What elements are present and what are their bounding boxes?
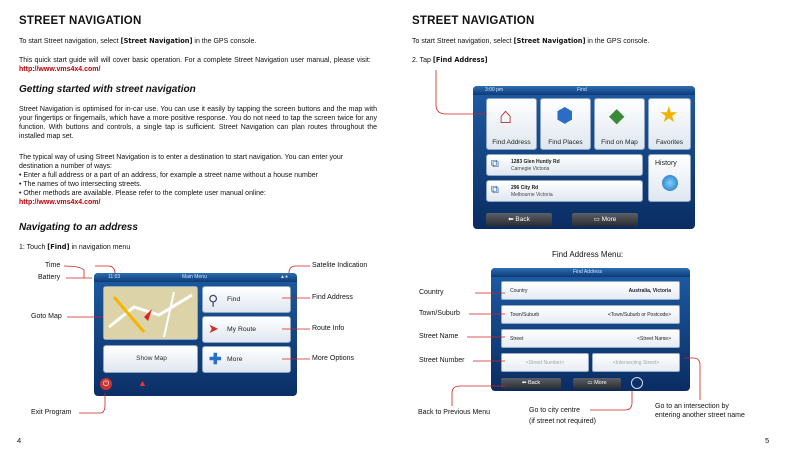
magnifier-icon: ⚲	[208, 292, 219, 308]
callout-intersection-2: entering another street name	[655, 412, 745, 419]
warning-icon[interactable]: ▲	[138, 378, 147, 388]
step-1-instruction: 1: Touch [Find] in navigation menu	[19, 243, 131, 251]
recent-icon: ⧉	[491, 158, 499, 170]
back-arrow-icon: ⬅	[508, 216, 516, 223]
callout-back-previous: Back to Previous Menu	[418, 409, 490, 416]
route-icon: ➤	[208, 321, 219, 336]
find-address-menu-caption: Find Address Menu:	[552, 250, 624, 259]
more-button[interactable]: ▭ More	[572, 213, 638, 226]
callout-street-number: Street Number	[419, 357, 465, 364]
tile-find-address[interactable]: ⌂ Find Address	[486, 98, 537, 150]
callout-route-info: Route Info	[312, 325, 345, 332]
callout-city-centre-1: Go to city centre	[529, 407, 580, 414]
plus-icon: ✚	[209, 351, 222, 368]
manual-link[interactable]: http://www.vms4x4.com/	[19, 199, 101, 206]
clock-text: 11:03	[108, 274, 121, 280]
callout-line-city	[590, 390, 632, 410]
left-intro: To start Street navigation, select [Street Navigation] in the GPS console.	[19, 37, 257, 45]
star-icon: ★	[659, 102, 679, 127]
show-map-label: Show Map	[136, 355, 167, 362]
country-field[interactable]: Country Australia, Victoria	[501, 281, 680, 300]
town-field[interactable]: Town/Suburb <Town/Suburb or Postcode>	[501, 305, 680, 324]
callout-town: Town/Suburb	[419, 310, 460, 317]
callout-more-options: More Options	[312, 355, 355, 362]
step-2-instruction: 2. Tap [Find Address]	[412, 56, 488, 64]
callout-line-back	[452, 386, 505, 406]
callout-satellite: Satelite Indication	[312, 262, 368, 269]
satellite-icon: ▲●	[280, 274, 288, 280]
tile-favorites[interactable]: ★ Favorites	[648, 98, 691, 150]
page-number-left: 4	[17, 436, 22, 445]
callout-exit-program: Exit Program	[31, 409, 72, 416]
more-icon: ▭	[593, 216, 602, 223]
map-pin-icon: ◆	[609, 105, 625, 127]
back-arrow-icon: ⬅	[521, 380, 528, 386]
back-button[interactable]: ⬅ Back	[486, 213, 552, 226]
screen-title: Find	[577, 87, 587, 93]
intersecting-street-field[interactable]: <Intersecting Street>	[592, 353, 680, 372]
bullet-item: • Enter a full address or a part of an address, for example a street name without a house number	[19, 172, 318, 179]
bullet-item: • The names of two intersecting streets.	[19, 181, 142, 188]
callout-line-time	[64, 266, 84, 278]
callout-line-exit	[79, 393, 105, 413]
history-label: History	[655, 160, 677, 167]
callout-intersection-1: Go to an intersection by	[655, 403, 729, 410]
callout-city-centre-2: (if street not required)	[529, 418, 596, 425]
quick-start-text: This quick start guide will will cover basic operation. For a complete Street Navigation user manual, please visit: http://www.vms4x4.com/	[19, 57, 371, 73]
callout-line-step2	[436, 70, 487, 114]
clock-text: 3:00 pm	[485, 87, 504, 93]
destination-paragraph: The typical way of using Street Navigation is to enter a destination to start navigation. You can enter your destination a number of ways:	[19, 154, 344, 170]
house-icon: ⌂	[499, 103, 513, 128]
left-page-title: STREET NAVIGATION	[19, 15, 142, 27]
section-heading-getting-started: Getting started with street navigation	[19, 84, 196, 95]
callout-street-name: Street Name	[419, 333, 459, 340]
screen-title: Find Address	[573, 269, 603, 275]
more-icon: ▭	[587, 380, 595, 386]
power-icon[interactable]: ⏻	[100, 378, 112, 390]
right-intro: To start Street navigation, select [Street Navigation] in the GPS console.	[412, 37, 650, 45]
back-button[interactable]: ⬅ Back	[501, 378, 561, 389]
right-page-title: STREET NAVIGATION	[412, 15, 535, 27]
callout-time: Time	[45, 262, 61, 269]
callout-line-time-hook	[95, 266, 115, 274]
find-label: Find	[227, 296, 241, 303]
page-number-right: 5	[765, 436, 770, 445]
callout-line-intersection	[684, 358, 700, 400]
recent-item[interactable]: ⧉ 296 City Rd Melbourne Victoria	[486, 180, 643, 202]
getting-started-paragraph: Street Navigation is optimised for in-car use. You can use it easily by tapping the screen buttons and the map with your fingertips or fingernails, which have a more positive response. You do not need to tap the screen twice for any function. With buttons and controls, a single tap is sufficient. Street Navigation can plan routes throughout the installed map set.	[19, 106, 377, 140]
more-button[interactable]: ▭ More	[573, 378, 621, 389]
recent-icon: ⧉	[491, 184, 499, 196]
recent-item[interactable]: ⧉ 1283 Glen Huntly Rd Carnegie Victoria	[486, 154, 643, 176]
tile-find-places[interactable]: ⬢ Find Places	[540, 98, 591, 150]
website-link[interactable]: http://www.vms4x4.com/	[19, 66, 101, 73]
street-number-field[interactable]: <Street Number>	[501, 353, 589, 372]
callout-find-address: Find Address	[312, 294, 353, 301]
callout-line-satellite	[289, 266, 310, 273]
more-label: More	[227, 356, 243, 363]
bullet-item: • Other methods are available. Please refer to the complete user manual online:	[19, 190, 266, 197]
tile-find-on-map[interactable]: ◆ Find on Map	[594, 98, 645, 150]
callout-country: Country	[419, 289, 444, 296]
section-heading-navigating: Navigating to an address	[19, 222, 138, 233]
my-route-label: My Route	[227, 326, 257, 333]
street-field[interactable]: Street <Street Name>	[501, 329, 680, 348]
screen-title: Main Menu	[182, 274, 207, 280]
places-icon: ⬢	[556, 105, 574, 127]
callout-goto-map: Goto Map	[31, 313, 62, 320]
callout-battery: Battery	[38, 274, 61, 281]
